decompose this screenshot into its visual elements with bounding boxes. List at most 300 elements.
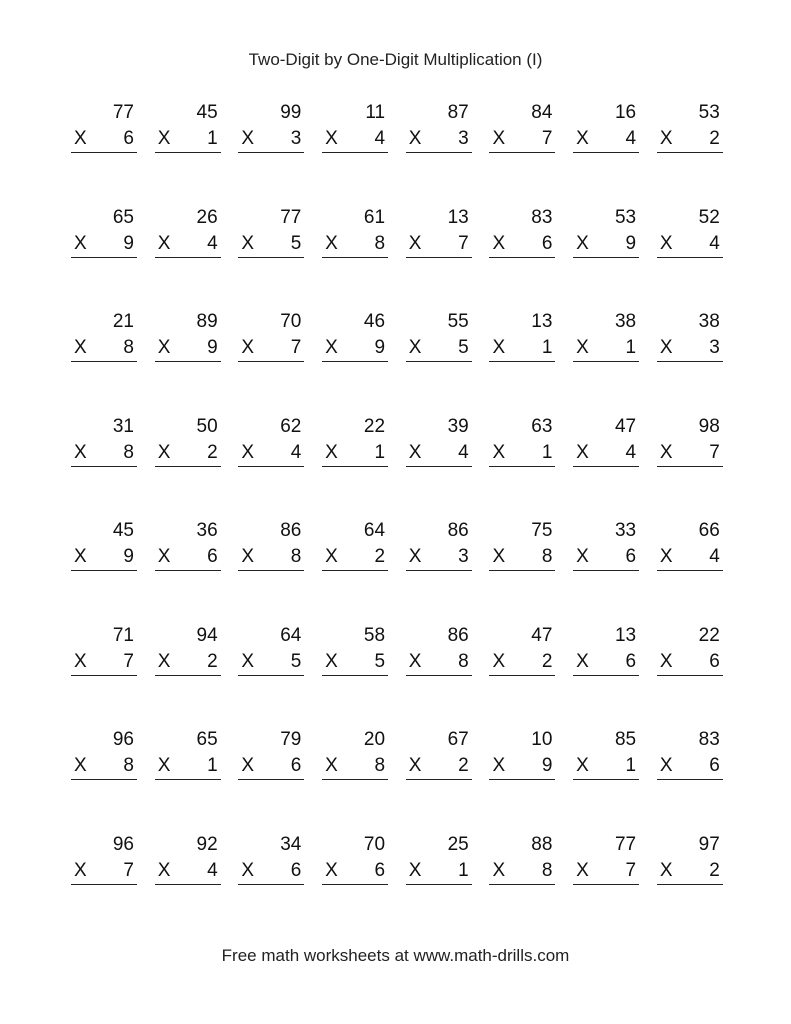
times-sign: X — [157, 128, 171, 149]
answer-line — [573, 546, 639, 571]
multiplier: 2 — [207, 441, 218, 463]
times-sign: X — [659, 441, 673, 463]
multiplier: 3 — [709, 337, 720, 358]
multiplicand: 22 — [698, 624, 720, 646]
multiplicand: 45 — [196, 102, 218, 123]
answer-line — [573, 860, 639, 885]
times-sign: X — [241, 441, 255, 463]
multiplication-problem — [322, 729, 388, 807]
multiplier: 1 — [207, 755, 218, 776]
answer-line — [489, 651, 555, 676]
multiplicand: 70 — [280, 311, 302, 332]
multiplicand: 13 — [531, 311, 553, 332]
answer-line — [489, 860, 555, 885]
multiplicand: 94 — [196, 624, 218, 646]
times-sign: X — [325, 232, 338, 254]
multiplier: 6 — [374, 859, 386, 881]
times-sign: X — [241, 128, 255, 149]
multiplicand: 52 — [698, 206, 720, 228]
answer-line — [573, 233, 639, 258]
multiplication-problem — [238, 729, 304, 807]
multiplicand: 79 — [280, 729, 302, 750]
multiplier: 9 — [123, 546, 134, 567]
answer-line — [573, 442, 639, 467]
multiplication-problem — [489, 625, 555, 703]
multiplier: 5 — [290, 232, 302, 254]
multiplicand: 77 — [614, 833, 637, 855]
multiplicand: 26 — [196, 206, 218, 228]
times-sign: X — [74, 755, 87, 776]
multiplicand: 50 — [196, 415, 218, 437]
multiplicand: 11 — [365, 102, 386, 123]
answer-line — [71, 546, 137, 571]
multiplicand: 86 — [280, 520, 302, 541]
multiplicand: 61 — [363, 206, 386, 228]
multiplier: 2 — [458, 755, 469, 776]
multiplication-problem — [71, 102, 137, 180]
multiplicand: 45 — [112, 520, 134, 541]
answer-line — [573, 651, 639, 676]
times-sign: X — [241, 337, 255, 358]
times-sign: X — [325, 337, 338, 358]
multiplication-problem — [573, 311, 639, 389]
answer-line — [238, 337, 304, 362]
multiplication-problem — [155, 311, 221, 389]
times-sign: X — [492, 128, 506, 149]
multiplier: 6 — [625, 650, 637, 672]
times-sign: X — [576, 755, 589, 776]
multiplication-problem — [657, 520, 723, 598]
answer-line — [238, 442, 304, 467]
multiplicand: 47 — [614, 415, 637, 437]
multiplicand: 98 — [698, 415, 720, 437]
multiplier: 9 — [374, 337, 386, 358]
multiplier: 2 — [207, 650, 218, 672]
times-sign: X — [492, 755, 506, 776]
multiplier: 9 — [207, 337, 218, 358]
answer-line — [657, 337, 723, 362]
times-sign: X — [157, 337, 171, 358]
times-sign: X — [492, 859, 506, 881]
times-sign: X — [408, 546, 422, 567]
multiplication-problem — [657, 311, 723, 389]
answer-line — [322, 337, 388, 362]
answer-line — [657, 755, 723, 780]
multiplicand: 46 — [363, 311, 386, 332]
times-sign: X — [241, 755, 255, 776]
multiplication-problem — [155, 729, 221, 807]
times-sign: X — [492, 546, 506, 567]
answer-line — [657, 128, 723, 153]
worksheet-title: Two-Digit by One-Digit Multiplication (I) — [248, 50, 543, 69]
multiplicand: 31 — [112, 415, 134, 437]
multiplication-problem — [573, 729, 639, 807]
multiplier: 1 — [625, 337, 637, 358]
multiplicand: 88 — [531, 833, 553, 855]
multiplication-problem — [322, 311, 388, 389]
multiplier: 4 — [374, 128, 386, 149]
multiplicand: 22 — [363, 415, 386, 437]
multiplicand: 53 — [698, 102, 720, 123]
multiplicand: 33 — [614, 520, 637, 541]
times-sign: X — [157, 859, 171, 881]
answer-line — [322, 546, 388, 571]
multiplication-problem — [322, 520, 388, 598]
problem-grid — [71, 102, 723, 912]
multiplication-problem — [238, 520, 304, 598]
multiplication-problem — [238, 416, 304, 494]
times-sign: X — [576, 441, 589, 463]
times-sign: X — [74, 232, 87, 254]
multiplier: 6 — [625, 546, 637, 567]
multiplicand: 21 — [112, 311, 134, 332]
answer-line — [71, 651, 137, 676]
times-sign: X — [659, 859, 673, 881]
answer-line — [322, 442, 388, 467]
multiplicand: 62 — [280, 415, 302, 437]
answer-line — [573, 128, 639, 153]
times-sign: X — [492, 232, 506, 254]
multiplication-problem — [657, 207, 723, 285]
answer-line — [238, 128, 304, 153]
multiplication-problem — [489, 416, 555, 494]
times-sign: X — [408, 859, 422, 881]
multiplication-problem — [71, 834, 137, 912]
multiplier: 9 — [541, 755, 553, 776]
multiplicand: 36 — [196, 520, 218, 541]
multiplication-problem — [573, 207, 639, 285]
multiplier: 5 — [374, 650, 386, 672]
multiplication-problem — [489, 311, 555, 389]
times-sign: X — [492, 650, 506, 672]
multiplier: 8 — [374, 232, 386, 254]
multiplicand: 99 — [280, 102, 302, 123]
multiplication-problem — [406, 520, 472, 598]
multiplicand: 65 — [112, 206, 134, 228]
multiplier: 1 — [541, 441, 553, 463]
multiplication-problem — [657, 834, 723, 912]
answer-line — [489, 337, 555, 362]
multiplier: 6 — [709, 650, 720, 672]
answer-line — [657, 233, 723, 258]
multiplier: 7 — [123, 650, 134, 672]
times-sign: X — [157, 232, 171, 254]
multiplication-problem — [489, 520, 555, 598]
answer-line — [322, 755, 388, 780]
multiplicand: 75 — [531, 520, 553, 541]
multiplication-problem — [71, 311, 137, 389]
multiplication-problem — [406, 311, 472, 389]
multiplicand: 16 — [614, 102, 637, 123]
multiplicand: 92 — [196, 833, 218, 855]
multiplier: 1 — [541, 337, 553, 358]
multiplier: 6 — [290, 755, 302, 776]
multiplicand: 47 — [531, 624, 553, 646]
multiplier: 5 — [290, 650, 302, 672]
multiplicand: 83 — [531, 206, 553, 228]
answer-line — [657, 860, 723, 885]
multiplier: 4 — [709, 546, 720, 567]
multiplication-problem — [71, 416, 137, 494]
multiplication-problem — [489, 102, 555, 180]
answer-line — [71, 337, 137, 362]
times-sign: X — [408, 650, 422, 672]
answer-line — [238, 860, 304, 885]
answer-line — [406, 651, 472, 676]
answer-line — [71, 755, 137, 780]
answer-line — [155, 651, 221, 676]
multiplier: 6 — [123, 128, 134, 149]
multiplier: 8 — [123, 441, 134, 463]
multiplier: 2 — [541, 650, 553, 672]
times-sign: X — [325, 650, 338, 672]
multiplier: 8 — [123, 755, 134, 776]
times-sign: X — [408, 441, 422, 463]
multiplier: 3 — [458, 128, 469, 149]
multiplier: 7 — [123, 859, 134, 881]
times-sign: X — [157, 441, 171, 463]
times-sign: X — [659, 128, 673, 149]
multiplication-problem — [406, 416, 472, 494]
times-sign: X — [325, 128, 338, 149]
answer-line — [489, 233, 555, 258]
times-sign: X — [74, 337, 87, 358]
answer-line — [155, 860, 221, 885]
answer-line — [155, 546, 221, 571]
answer-line — [573, 337, 639, 362]
multiplicand: 13 — [614, 624, 637, 646]
multiplicand: 63 — [531, 415, 553, 437]
multiplier: 8 — [290, 546, 302, 567]
answer-line — [406, 860, 472, 885]
times-sign: X — [408, 755, 422, 776]
answer-line — [238, 651, 304, 676]
multiplication-problem — [238, 834, 304, 912]
answer-line — [489, 546, 555, 571]
multiplier: 1 — [374, 441, 386, 463]
multiplicand: 10 — [531, 729, 553, 750]
multiplicand: 53 — [614, 206, 637, 228]
multiplier: 1 — [207, 128, 218, 149]
times-sign: X — [408, 128, 422, 149]
multiplication-problem — [155, 625, 221, 703]
multiplier: 3 — [290, 128, 302, 149]
multiplication-problem — [489, 729, 555, 807]
times-sign: X — [241, 859, 255, 881]
answer-line — [322, 651, 388, 676]
multiplication-problem — [657, 102, 723, 180]
multiplier: 4 — [290, 441, 302, 463]
multiplication-problem — [406, 102, 472, 180]
multiplicand: 97 — [698, 833, 720, 855]
multiplicand: 71 — [112, 624, 134, 646]
answer-line — [573, 755, 639, 780]
times-sign: X — [325, 859, 338, 881]
times-sign: X — [659, 650, 673, 672]
multiplication-problem — [238, 311, 304, 389]
multiplicand: 87 — [447, 102, 469, 123]
multiplier: 8 — [458, 650, 469, 672]
answer-line — [406, 233, 472, 258]
multiplier: 4 — [625, 128, 637, 149]
multiplication-problem — [322, 416, 388, 494]
answer-line — [71, 233, 137, 258]
times-sign: X — [74, 859, 87, 881]
answer-line — [489, 128, 555, 153]
multiplication-problem — [238, 207, 304, 285]
footer-text: Free math worksheets at www.math-drills.com — [221, 946, 570, 965]
answer-line — [322, 233, 388, 258]
times-sign: X — [325, 546, 338, 567]
multiplier: 7 — [709, 441, 720, 463]
multiplicand: 85 — [614, 729, 637, 750]
multiplier: 9 — [625, 232, 637, 254]
times-sign: X — [408, 232, 422, 254]
multiplication-problem — [155, 102, 221, 180]
multiplicand: 96 — [112, 833, 134, 855]
multiplication-problem — [322, 207, 388, 285]
multiplication-problem — [155, 207, 221, 285]
multiplier: 7 — [541, 128, 553, 149]
times-sign: X — [492, 441, 506, 463]
multiplicand: 77 — [112, 102, 134, 123]
multiplicand: 20 — [363, 729, 386, 750]
multiplication-problem — [657, 625, 723, 703]
answer-line — [322, 128, 388, 153]
multiplicand: 13 — [447, 206, 469, 228]
multiplier: 8 — [123, 337, 134, 358]
multiplier: 2 — [709, 128, 720, 149]
multiplication-problem — [71, 729, 137, 807]
times-sign: X — [157, 755, 171, 776]
answer-line — [155, 755, 221, 780]
answer-line — [155, 233, 221, 258]
answer-line — [238, 755, 304, 780]
multiplicand: 66 — [698, 520, 720, 541]
answer-line — [657, 442, 723, 467]
multiplicand: 55 — [447, 311, 469, 332]
times-sign: X — [659, 755, 673, 776]
times-sign: X — [659, 546, 673, 567]
multiplier: 2 — [709, 859, 720, 881]
multiplier: 7 — [290, 337, 302, 358]
multiplicand: 38 — [614, 311, 637, 332]
multiplicand: 86 — [447, 624, 469, 646]
multiplier: 8 — [374, 755, 386, 776]
multiplier: 5 — [458, 337, 469, 358]
answer-line — [489, 442, 555, 467]
answer-line — [71, 442, 137, 467]
multiplicand: 84 — [531, 102, 553, 123]
multiplier: 7 — [625, 859, 637, 881]
answer-line — [657, 651, 723, 676]
multiplication-problem — [573, 625, 639, 703]
multiplication-problem — [489, 207, 555, 285]
answer-line — [71, 128, 137, 153]
multiplication-problem — [238, 102, 304, 180]
multiplier: 6 — [541, 232, 553, 254]
multiplicand: 89 — [196, 311, 218, 332]
multiplicand: 39 — [447, 415, 469, 437]
multiplicand: 64 — [280, 624, 302, 646]
multiplication-problem — [657, 416, 723, 494]
multiplication-problem — [71, 207, 137, 285]
multiplicand: 77 — [280, 206, 302, 228]
multiplication-problem — [71, 520, 137, 598]
multiplication-problem — [406, 834, 472, 912]
answer-line — [406, 337, 472, 362]
multiplier: 2 — [374, 546, 386, 567]
multiplicand: 65 — [196, 729, 218, 750]
multiplier: 1 — [458, 859, 469, 881]
multiplication-problem — [573, 102, 639, 180]
answer-line — [406, 128, 472, 153]
multiplicand: 86 — [447, 520, 469, 541]
answer-line — [238, 233, 304, 258]
multiplier: 8 — [541, 546, 553, 567]
multiplier: 7 — [458, 232, 469, 254]
times-sign: X — [157, 650, 171, 672]
multiplication-problem — [155, 416, 221, 494]
multiplier: 3 — [458, 546, 469, 567]
multiplier: 6 — [207, 546, 218, 567]
multiplication-problem — [238, 625, 304, 703]
multiplier: 4 — [625, 441, 637, 463]
times-sign: X — [659, 232, 673, 254]
times-sign: X — [576, 650, 589, 672]
multiplication-problem — [489, 834, 555, 912]
times-sign: X — [576, 337, 589, 358]
multiplicand: 96 — [112, 729, 134, 750]
answer-line — [238, 546, 304, 571]
multiplication-problem — [322, 625, 388, 703]
answer-line — [406, 442, 472, 467]
times-sign: X — [576, 546, 589, 567]
answer-line — [657, 546, 723, 571]
answer-line — [406, 546, 472, 571]
answer-line — [71, 860, 137, 885]
times-sign: X — [74, 546, 87, 567]
multiplication-problem — [573, 834, 639, 912]
times-sign: X — [408, 337, 422, 358]
multiplication-problem — [155, 520, 221, 598]
answer-line — [406, 755, 472, 780]
multiplier: 6 — [709, 755, 720, 776]
answer-line — [489, 755, 555, 780]
times-sign: X — [241, 232, 255, 254]
times-sign: X — [325, 441, 338, 463]
multiplication-problem — [71, 625, 137, 703]
multiplier: 9 — [123, 232, 134, 254]
multiplication-problem — [657, 729, 723, 807]
multiplier: 1 — [625, 755, 637, 776]
multiplicand: 70 — [363, 833, 386, 855]
answer-line — [155, 337, 221, 362]
answer-line — [155, 442, 221, 467]
multiplication-problem — [573, 520, 639, 598]
times-sign: X — [576, 128, 589, 149]
multiplication-problem — [406, 625, 472, 703]
answer-line — [322, 860, 388, 885]
multiplication-problem — [573, 416, 639, 494]
times-sign: X — [576, 859, 589, 881]
answer-line — [155, 128, 221, 153]
multiplier: 8 — [541, 859, 553, 881]
multiplier: 4 — [207, 232, 218, 254]
times-sign: X — [659, 337, 673, 358]
times-sign: X — [74, 128, 87, 149]
times-sign: X — [241, 650, 255, 672]
